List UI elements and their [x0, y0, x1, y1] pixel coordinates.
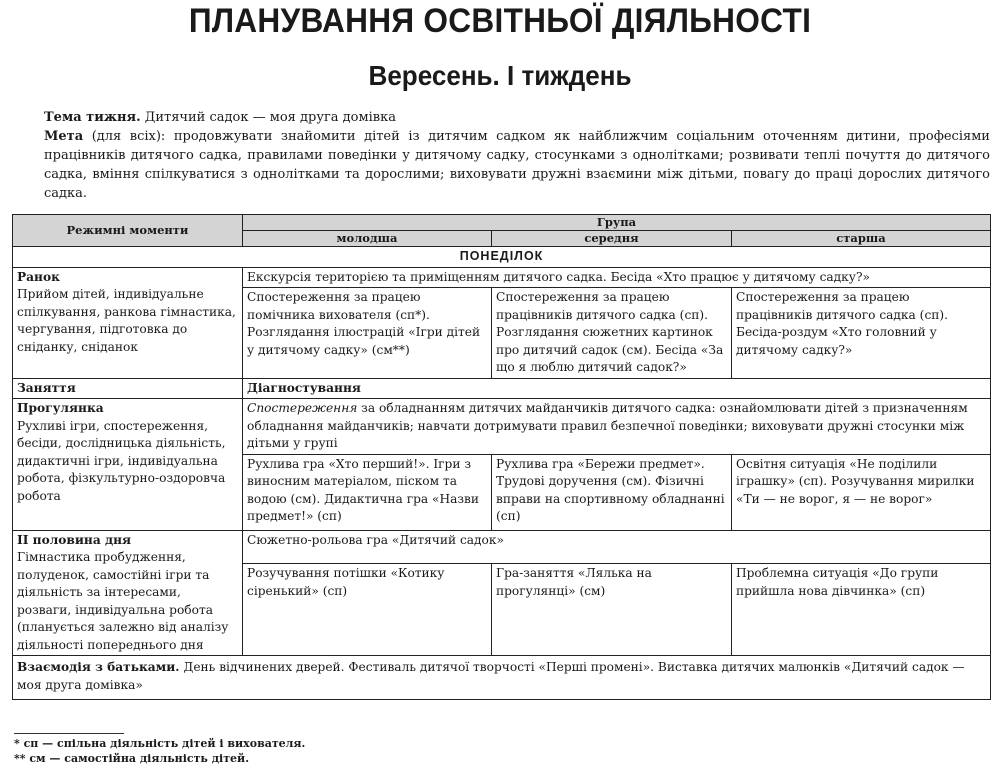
afternoon-senior: Проблемна ситуація «До групи прийшла нова дівчинка» (сп)	[732, 564, 991, 656]
walk-junior: Рухлива гра «Хто перший!». Ігри з виносним матеріалом, піском та водою (см). Дидактична гра «Назви предмет!» (сп)	[243, 454, 492, 530]
theme-line	[14, 108, 990, 127]
page-title: ПЛАНУВАННЯ ОСВІТНЬОЇ ДІЯЛЬНОСТІ	[188, 2, 812, 40]
walk-common-lead: Спостереження	[247, 401, 358, 415]
parents-label: Взаємодія з батьками.	[17, 660, 180, 674]
parents-cell	[13, 656, 991, 700]
morning-middle: Спостереження за працею працівників дитячого садка (сп). Розглядання сюжетних картинок про дитячий садок (см). Бесіда «За що я люблю дитячий садок?»	[492, 288, 732, 379]
goal-paragraph	[14, 127, 990, 203]
afternoon-row-1	[13, 530, 991, 564]
morning-senior: Спостереження за працею працівників дитячого садка (сп). Бесіда-роздум «Хто головний у дитячому садку?»	[732, 288, 991, 379]
morning-label: Ранок	[17, 269, 60, 284]
afternoon-junior: Розучування потішки «Котику сіренький» (сп)	[243, 564, 492, 656]
morning-desc: Прийом дітей, індивідуальне спілкування, ранкова гімнастика, чергування, підготовка до сніданку, сніданок	[17, 287, 236, 354]
afternoon-label: II половина дня	[17, 532, 132, 547]
walk-label: Прогулянка	[17, 401, 104, 415]
header-group-junior: молодша	[243, 231, 492, 247]
morning-regime-cell	[13, 267, 243, 378]
afternoon-middle: Гра-заняття «Лялька на прогулянці» (см)	[492, 564, 732, 656]
header-group-middle: середня	[492, 231, 732, 247]
header-group-senior: старша	[732, 231, 991, 247]
theme-text: Дитячий садок — моя друга домівка	[144, 110, 396, 125]
intro-section	[14, 108, 990, 203]
header-row-1	[13, 215, 991, 231]
theme-label: Тема тижня.	[44, 110, 141, 125]
morning-junior: Спостереження за працею помічника вихователя (сп*). Розглядання ілюстрацій «Ігри дітей у дитячому садку» (см**)	[243, 288, 492, 379]
afternoon-regime-cell	[13, 530, 243, 656]
parents-row	[13, 656, 991, 700]
lessons-label: Заняття	[13, 378, 243, 399]
morning-row-1	[13, 267, 991, 288]
header-regime: Режимні моменти	[13, 215, 243, 247]
header-group: Група	[243, 215, 991, 231]
walk-common	[243, 399, 991, 455]
page-subtitle: Вересень. I тиждень	[368, 60, 632, 91]
walk-regime-cell	[13, 399, 243, 531]
afternoon-desc: Гімнастика пробудження, полуденок, самостійні ігри та діяльність за інтересами, розваги, індивідуальна робота (планується залежно від аналізу діяльності попереднього дня	[17, 550, 229, 652]
goal-text: продовжувати знайомити дітей із дитячим садком як найближчим соціальним оточенням дитини, професіями працівників дитячого садка, правилами поведінки у дитячому садку, стосунками з однолітками; розвивати теплі почуття до дитячого садка, вміння спілкуватися з однолітками та дорослими; виховувати дружні взаємини між дітьми, повагу до праці дорослих дитячого садка.	[44, 129, 990, 201]
footnote-1: * сп — спільна діяльність дітей і вихователя.	[14, 737, 306, 750]
day-row	[13, 247, 991, 268]
goal-label: Мета	[44, 129, 84, 144]
walk-row-1	[13, 399, 991, 455]
walk-common-text: за обладнанням дитячих майданчиків дитячого садка: ознайомлювати дітей з призначенням обладнання майданчиків; навчати дотримувати правил безпечної поведінки; виховувати дружні стосунки між дітьми у групі	[247, 401, 968, 450]
walk-senior: Освітня ситуація «Не поділили іграшку» (сп). Розучування мирилки «Ти — не ворог, я — не ворог»	[732, 454, 991, 530]
morning-common: Екскурсія територією та приміщенням дитячого садка. Бесіда «Хто працює у дитячому садку?»	[243, 267, 991, 288]
footnote-2: ** см — самостійна діяльність дітей.	[14, 752, 250, 765]
lessons-row	[13, 378, 991, 399]
plan-table	[12, 214, 991, 700]
goal-label-suffix: (для всіх):	[91, 129, 166, 144]
lessons-text: Діагностування	[243, 378, 991, 399]
parents-text: День відчинених дверей. Фестиваль дитячої творчості «Перші промені». Виставка дитячих малюнків «Дитячий садок — моя друга домівка»	[17, 660, 965, 692]
afternoon-common: Сюжетно-рольова гра «Дитячий садок»	[243, 530, 991, 564]
footnote-divider	[14, 733, 124, 734]
walk-middle: Рухлива гра «Бережи предмет». Трудові доручення (см). Фізичні вправи на спортивному обладнанні (сп)	[492, 454, 732, 530]
day-label: ПОНЕДІЛОК	[13, 247, 991, 268]
walk-desc: Рухливі ігри, спостереження, бесіди, дослідницька діяльність, дидактичні ігри, індивідуальна робота, фізкультурно-оздоровча робота	[17, 418, 226, 503]
